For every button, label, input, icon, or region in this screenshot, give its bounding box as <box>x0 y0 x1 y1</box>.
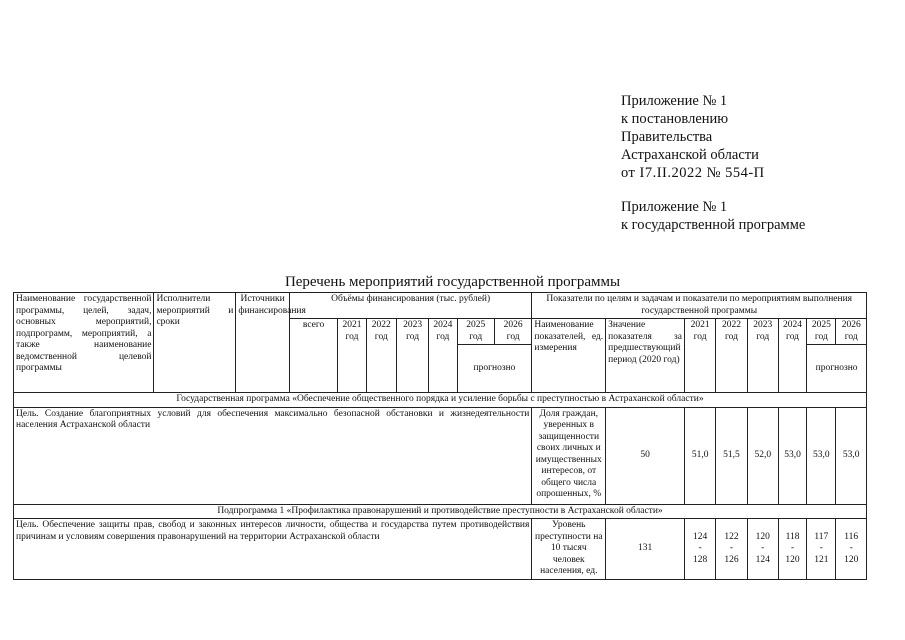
goal2-base-value: 131 <box>606 519 685 580</box>
range-dash: - <box>819 543 823 553</box>
goal1-text: Цель. Создание благоприятных условий для обеспечения максимально безопасной обстановки и жизнедеятельности населения Астраханской области <box>14 407 532 504</box>
measures-table <box>13 292 867 580</box>
ind-year-2025: 2025 год <box>807 319 836 345</box>
fund-year-2023: 2023 год <box>396 319 428 393</box>
ind-year-2021: 2021 год <box>684 319 715 393</box>
goal1-value-2021: 51,0 <box>684 407 715 504</box>
range-from: 124 <box>693 531 708 542</box>
program-header-row <box>14 393 867 408</box>
appendix1-date-line: от I7.II.2022 № 554-П <box>621 165 765 181</box>
goal2-range-2023 <box>747 519 778 580</box>
appendix-gap <box>621 182 805 198</box>
goal2-indicator: Уровень преступности на 10 тысяч человек населения, ед. <box>532 519 606 580</box>
fund-year-2022: 2022 год <box>366 319 396 393</box>
goal2-range-2025 <box>807 519 836 580</box>
appendix2-line1: Приложение № 1 <box>621 199 728 215</box>
goal1-indicator: Доля граждан, уверенных в защищенности своих личных и имущественных интересов, от общего числа опрошенных, % <box>532 407 606 504</box>
goal2-text: Цель. Обеспечение защиты прав, свобод и законных интересов личности, общества и государства путем противодействия причинам и условиям совершения правонарушений на территории Астраханской области <box>14 519 532 580</box>
appendix1-line1: Приложение № 1 <box>621 93 728 109</box>
appendix2-line2: к государственной программе <box>621 217 806 233</box>
header-total: всего <box>289 319 338 393</box>
header-sources: Источники финансирования <box>236 293 290 393</box>
subprogram-header-row <box>14 504 867 519</box>
ind-year-2024: 2024 год <box>778 319 806 393</box>
goal1-value-2023: 52,0 <box>747 407 778 504</box>
fund-year-2021: 2021 год <box>338 319 366 393</box>
goal1-value-2026: 53,0 <box>836 407 867 504</box>
subprogram-header: Подпрограмма 1 «Профилактика правонарушений и противодействие преступности в Астраханской области» <box>14 504 867 519</box>
appendix1-line4: Астраханской области <box>621 147 759 163</box>
range-from: 117 <box>814 531 829 542</box>
goal2-row <box>14 519 867 580</box>
header-name: Наименование государственной программы, целей, задач, основных мероприятий, подпрограмм, мероприятий, а также наименование ведомственной целевой программы <box>14 293 154 393</box>
range-from: 120 <box>755 531 770 542</box>
goal1-value-2024: 53,0 <box>778 407 806 504</box>
goal2-range-2026 <box>836 519 867 580</box>
document-title: Перечень мероприятий государственной программы <box>284 274 621 290</box>
range-dash: - <box>790 543 795 553</box>
header-row-1 <box>14 293 867 319</box>
range-from: 118 <box>785 531 800 542</box>
range-to: 121 <box>814 554 829 565</box>
range-to: 128 <box>693 554 708 565</box>
goal1-base-value: 50 <box>606 407 685 504</box>
fund-year-2025: 2025 год <box>457 319 494 345</box>
ind-year-2026: 2026 год <box>836 319 867 345</box>
fund-forecast-label: прогнозно <box>457 345 532 393</box>
ind-year-2022: 2022 год <box>716 319 747 393</box>
header-funding: Объёмы финансирования (тыс. рублей) <box>289 293 532 319</box>
fund-year-2026: 2026 год <box>494 319 531 345</box>
header-indicators: Показатели по целям и задачам и показатели по мероприятиям выполнения государственной программы <box>532 293 867 319</box>
goal2-range-2024 <box>778 519 806 580</box>
ind-forecast-label: прогнозно <box>807 345 867 393</box>
goal2-range-2022 <box>716 519 747 580</box>
range-from: 116 <box>844 531 859 542</box>
appendix1-line2: к постановлению <box>621 111 729 127</box>
header-indicator-value: Значение показателя за предшествующий период (2020 год) <box>606 319 685 393</box>
range-to: 120 <box>844 554 859 565</box>
goal1-value-2022: 51,5 <box>716 407 747 504</box>
appendix1-line3: Правительства <box>621 129 713 145</box>
range-dash: - <box>729 543 734 553</box>
goal1-value-2025: 53,0 <box>807 407 836 504</box>
range-dash: - <box>698 543 702 553</box>
fund-year-2024: 2024 год <box>429 319 457 393</box>
ind-year-2023: 2023 год <box>747 319 778 393</box>
program-header: Государственная программа «Обеспечение общественного порядка и усиление борьбы с преступностью в Астраханской области» <box>14 393 867 408</box>
goal1-row <box>14 407 867 504</box>
appendix-block <box>621 92 805 234</box>
header-indicator-name: Наименование показателей, ед. измерения <box>532 319 606 393</box>
range-to: 120 <box>785 554 800 565</box>
range-to: 124 <box>755 554 770 565</box>
header-executors: Исполнители мероприятий и сроки <box>154 293 236 393</box>
goal2-range-2021 <box>684 519 715 580</box>
range-from: 122 <box>724 531 739 542</box>
range-dash: - <box>761 543 765 553</box>
range-dash: - <box>849 543 853 553</box>
range-to: 126 <box>724 554 739 565</box>
